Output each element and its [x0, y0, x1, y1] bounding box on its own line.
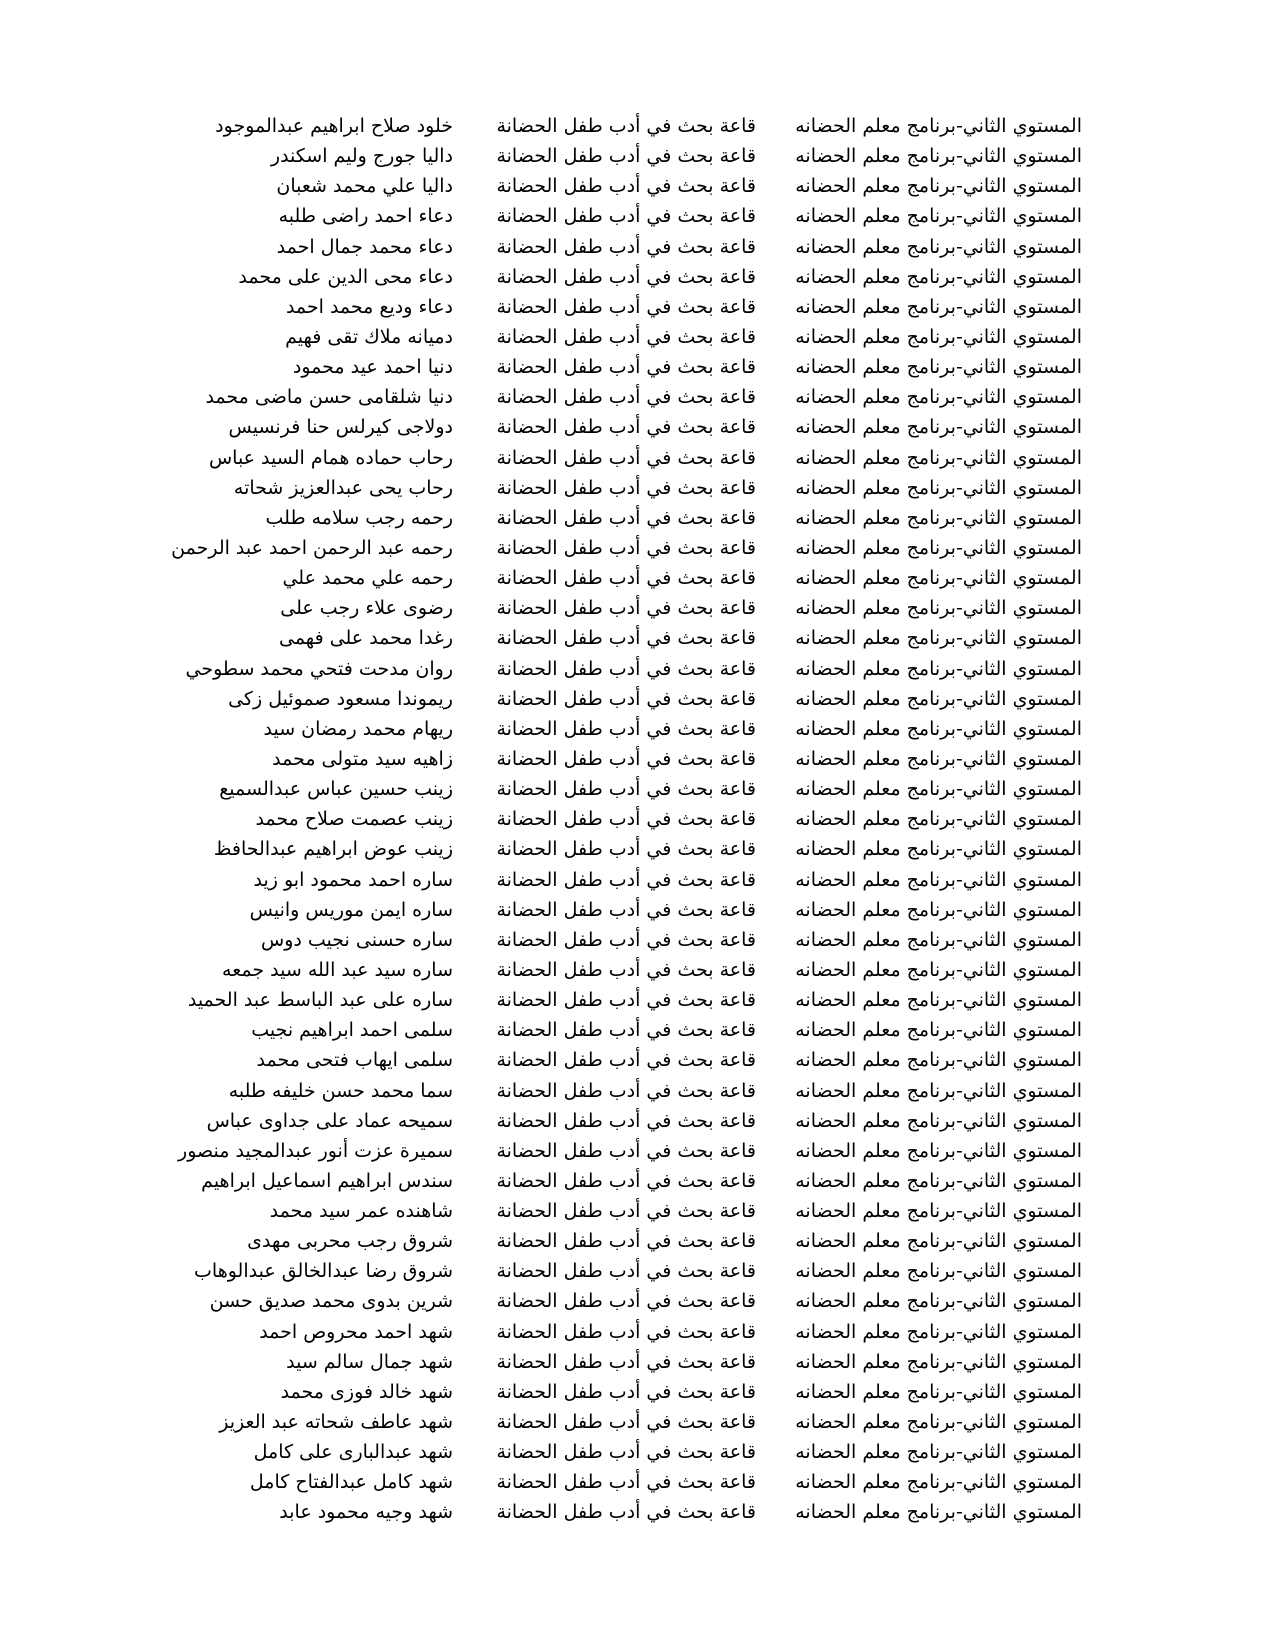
student-name-cell: شهد احمد محروص احمد — [259, 1320, 453, 1343]
list-row — [0, 201, 1275, 231]
program-level-cell: المستوي الثاني-برنامج معلم الحضانه — [795, 386, 1082, 409]
program-level-cell: المستوي الثاني-برنامج معلم الحضانه — [795, 747, 1082, 770]
student-name-cell: سلمى ايهاب فتحى محمد — [256, 1049, 453, 1072]
list-row — [0, 412, 1275, 442]
list-row — [0, 714, 1275, 744]
list-row — [0, 232, 1275, 262]
list-row — [0, 1407, 1275, 1437]
program-level-cell: المستوي الثاني-برنامج معلم الحضانه — [795, 1079, 1082, 1102]
course-name-cell: قاعة بحث في أدب طفل الحضانة — [496, 898, 756, 921]
program-level-cell: المستوي الثاني-برنامج معلم الحضانه — [795, 506, 1082, 529]
course-name-cell: قاعة بحث في أدب طفل الحضانة — [496, 1290, 756, 1313]
student-name-cell: شروق رجب محربى مهدى — [247, 1230, 453, 1253]
list-row — [0, 1497, 1275, 1527]
list-row — [0, 1347, 1275, 1377]
course-name-cell: قاعة بحث في أدب طفل الحضانة — [496, 1411, 756, 1434]
course-name-cell: قاعة بحث في أدب طفل الحضانة — [496, 295, 756, 318]
list-row — [0, 684, 1275, 714]
course-name-cell: قاعة بحث في أدب طفل الحضانة — [496, 1471, 756, 1494]
course-name-cell: قاعة بحث في أدب طفل الحضانة — [496, 838, 756, 861]
list-row — [0, 322, 1275, 352]
list-row — [0, 262, 1275, 292]
list-row — [0, 171, 1275, 201]
program-level-cell: المستوي الثاني-برنامج معلم الحضانه — [795, 958, 1082, 981]
student-name-cell: دنيا شلقامى حسن ماضى محمد — [205, 386, 453, 409]
student-name-cell: شاهنده عمر سيد محمد — [269, 1200, 453, 1223]
list-row — [0, 593, 1275, 623]
course-name-cell: قاعة بحث في أدب طفل الحضانة — [496, 1441, 756, 1464]
program-level-cell: المستوي الثاني-برنامج معلم الحضانه — [795, 235, 1082, 258]
list-row — [0, 1437, 1275, 1467]
list-row — [0, 1286, 1275, 1316]
program-level-cell: المستوي الثاني-برنامج معلم الحضانه — [795, 476, 1082, 499]
program-level-cell: المستوي الثاني-برنامج معلم الحضانه — [795, 778, 1082, 801]
program-level-cell: المستوي الثاني-برنامج معلم الحضانه — [795, 536, 1082, 559]
program-level-cell: المستوي الثاني-برنامج معلم الحضانه — [795, 416, 1082, 439]
program-level-cell: المستوي الثاني-برنامج معلم الحضانه — [795, 1139, 1082, 1162]
course-name-cell: قاعة بحث في أدب طفل الحضانة — [496, 446, 756, 469]
course-name-cell: قاعة بحث في أدب طفل الحضانة — [496, 1350, 756, 1373]
course-name-cell: قاعة بحث في أدب طفل الحضانة — [496, 717, 756, 740]
program-level-cell: المستوي الثاني-برنامج معلم الحضانه — [795, 1049, 1082, 1072]
course-name-cell: قاعة بحث في أدب طفل الحضانة — [496, 325, 756, 348]
course-name-cell: قاعة بحث في أدب طفل الحضانة — [496, 747, 756, 770]
course-name-cell: قاعة بحث في أدب طفل الحضانة — [496, 175, 756, 198]
program-level-cell: المستوي الثاني-برنامج معلم الحضانه — [795, 295, 1082, 318]
list-row — [0, 1136, 1275, 1166]
student-name-cell: رحاب يحى عبدالعزيز شحاته — [233, 476, 453, 499]
list-row — [0, 1045, 1275, 1075]
program-level-cell: المستوي الثاني-برنامج معلم الحضانه — [795, 1200, 1082, 1223]
student-name-cell: سميحه عماد على جداوى عباس — [206, 1109, 453, 1132]
list-row — [0, 1226, 1275, 1256]
student-name-cell: داليا جورج وليم اسكندر — [270, 145, 453, 168]
student-name-cell: ساره سيد عبد الله سيد جمعه — [222, 958, 453, 981]
program-level-cell: المستوي الثاني-برنامج معلم الحضانه — [795, 898, 1082, 921]
list-row — [0, 1467, 1275, 1497]
course-name-cell: قاعة بحث في أدب طفل الحضانة — [496, 265, 756, 288]
student-name-cell: شروق رضا عبدالخالق عبدالوهاب — [194, 1260, 453, 1283]
student-name-cell: رغدا محمد على فهمى — [278, 627, 453, 650]
student-name-cell: رحاب حماده همام السيد عباس — [208, 446, 453, 469]
list-row — [0, 804, 1275, 834]
list-row — [0, 141, 1275, 171]
course-name-cell: قاعة بحث في أدب طفل الحضانة — [496, 808, 756, 831]
program-level-cell: المستوي الثاني-برنامج معلم الحضانه — [795, 989, 1082, 1012]
course-name-cell: قاعة بحث في أدب طفل الحضانة — [496, 657, 756, 680]
course-name-cell: قاعة بحث في أدب طفل الحضانة — [496, 567, 756, 590]
list-row — [0, 352, 1275, 382]
course-name-cell: قاعة بحث في أدب طفل الحضانة — [496, 1320, 756, 1343]
program-level-cell: المستوي الثاني-برنامج معلم الحضانه — [795, 567, 1082, 590]
program-level-cell: المستوي الثاني-برنامج معلم الحضانه — [795, 717, 1082, 740]
list-row — [0, 382, 1275, 412]
student-name-cell: رحمه علي محمد علي — [282, 567, 453, 590]
student-name-cell: زينب حسين عباس عبدالسميع — [219, 778, 453, 801]
program-level-cell: المستوي الثاني-برنامج معلم الحضانه — [795, 1290, 1082, 1313]
course-name-cell: قاعة بحث في أدب طفل الحضانة — [496, 627, 756, 650]
course-name-cell: قاعة بحث في أدب طفل الحضانة — [496, 356, 756, 379]
program-level-cell: المستوي الثاني-برنامج معلم الحضانه — [795, 205, 1082, 228]
course-name-cell: قاعة بحث في أدب طفل الحضانة — [496, 778, 756, 801]
list-row — [0, 654, 1275, 684]
course-name-cell: قاعة بحث في أدب طفل الحضانة — [496, 1079, 756, 1102]
student-name-cell: ساره حسنى نجيب دوس — [261, 928, 453, 951]
program-level-cell: المستوي الثاني-برنامج معلم الحضانه — [795, 325, 1082, 348]
list-row — [0, 1256, 1275, 1286]
program-level-cell: المستوي الثاني-برنامج معلم الحضانه — [795, 687, 1082, 710]
program-level-cell: المستوي الثاني-برنامج معلم الحضانه — [795, 115, 1082, 137]
course-name-cell: قاعة بحث في أدب طفل الحضانة — [496, 1019, 756, 1042]
course-name-cell: قاعة بحث في أدب طفل الحضانة — [496, 235, 756, 258]
course-name-cell: قاعة بحث في أدب طفل الحضانة — [496, 687, 756, 710]
program-level-cell: المستوي الثاني-برنامج معلم الحضانه — [795, 1471, 1082, 1494]
student-name-cell: شهد خالد فوزى محمد — [280, 1380, 453, 1403]
course-name-cell: قاعة بحث في أدب طفل الحضانة — [496, 868, 756, 891]
program-level-cell: المستوي الثاني-برنامج معلم الحضانه — [795, 868, 1082, 891]
list-row — [0, 834, 1275, 864]
program-level-cell: المستوي الثاني-برنامج معلم الحضانه — [795, 356, 1082, 379]
list-row — [0, 865, 1275, 895]
course-name-cell: قاعة بحث في أدب طفل الحضانة — [496, 386, 756, 409]
student-name-cell: ريهام محمد رمضان سيد — [263, 717, 453, 740]
program-level-cell: المستوي الثاني-برنامج معلم الحضانه — [795, 928, 1082, 951]
course-name-cell: قاعة بحث في أدب طفل الحضانة — [496, 1139, 756, 1162]
student-name-cell: خلود صلاح ابراهيم عبدالموجود — [215, 115, 453, 137]
course-name-cell: قاعة بحث في أدب طفل الحضانة — [496, 1380, 756, 1403]
program-level-cell: المستوي الثاني-برنامج معلم الحضانه — [795, 1441, 1082, 1464]
program-level-cell: المستوي الثاني-برنامج معلم الحضانه — [795, 1109, 1082, 1132]
student-name-cell: دعاء احمد راضى طلبه — [278, 205, 453, 228]
list-row — [0, 503, 1275, 533]
student-name-cell: شرين بدوى محمد صديق حسن — [209, 1290, 453, 1313]
list-row — [0, 985, 1275, 1015]
student-name-cell: شهد عاطف شحاته عبد العزيز — [219, 1411, 453, 1434]
student-name-cell: دميانه ملاك تقى فهيم — [285, 325, 453, 348]
program-level-cell: المستوي الثاني-برنامج معلم الحضانه — [795, 1260, 1082, 1283]
course-name-cell: قاعة بحث في أدب طفل الحضانة — [496, 506, 756, 529]
list-row — [0, 623, 1275, 653]
student-name-cell: سميرة عزت أنور عبدالمجيد منصور — [178, 1139, 453, 1162]
student-name-cell: دعاء محى الدين على محمد — [238, 265, 453, 288]
student-name-cell: زينب عصمت صلاح محمد — [255, 808, 453, 831]
student-name-cell: رحمه رجب سلامه طلب — [265, 506, 453, 529]
list-row — [0, 1377, 1275, 1407]
list-row — [0, 1076, 1275, 1106]
program-level-cell: المستوي الثاني-برنامج معلم الحضانه — [795, 838, 1082, 861]
course-name-cell: قاعة بحث في أدب طفل الحضانة — [496, 115, 756, 137]
list-row — [0, 473, 1275, 503]
program-level-cell: المستوي الثاني-برنامج معلم الحضانه — [795, 265, 1082, 288]
student-name-cell: شهد وجيه محمود عابد — [279, 1501, 453, 1524]
student-name-cell: رحمه عبد الرحمن احمد عبد الرحمن — [171, 536, 453, 559]
list-row — [0, 1106, 1275, 1136]
program-level-cell: المستوي الثاني-برنامج معلم الحضانه — [795, 657, 1082, 680]
course-name-cell: قاعة بحث في أدب طفل الحضانة — [496, 1501, 756, 1524]
student-name-cell: سندس ابراهيم اسماعيل ابراهيم — [201, 1169, 453, 1192]
student-name-cell: سلمى احمد ابراهيم نجيب — [251, 1019, 453, 1042]
program-level-cell: المستوي الثاني-برنامج معلم الحضانه — [795, 1350, 1082, 1373]
student-name-cell: دولاجى كيرلس حنا فرنسيس — [228, 416, 453, 439]
course-name-cell: قاعة بحث في أدب طفل الحضانة — [496, 1109, 756, 1132]
list-row — [0, 925, 1275, 955]
student-name-cell: شهد جمال سالم سيد — [286, 1350, 453, 1373]
program-level-cell: المستوي الثاني-برنامج معلم الحضانه — [795, 446, 1082, 469]
student-name-cell: دعاء محمد جمال احمد — [276, 235, 453, 258]
list-row — [0, 895, 1275, 925]
program-level-cell: المستوي الثاني-برنامج معلم الحضانه — [795, 1501, 1082, 1524]
student-name-cell: دعاء وديع محمد احمد — [285, 295, 453, 318]
program-level-cell: المستوي الثاني-برنامج معلم الحضانه — [795, 1230, 1082, 1253]
program-level-cell: المستوي الثاني-برنامج معلم الحضانه — [795, 597, 1082, 620]
course-name-cell: قاعة بحث في أدب طفل الحضانة — [496, 989, 756, 1012]
program-level-cell: المستوي الثاني-برنامج معلم الحضانه — [795, 1411, 1082, 1434]
list-row — [0, 955, 1275, 985]
student-name-cell: رضوى علاء رجب على — [280, 597, 453, 620]
program-level-cell: المستوي الثاني-برنامج معلم الحضانه — [795, 808, 1082, 831]
student-name-cell: دنيا احمد عيد محمود — [292, 356, 453, 379]
course-name-cell: قاعة بحث في أدب طفل الحضانة — [496, 1200, 756, 1223]
course-name-cell: قاعة بحث في أدب طفل الحضانة — [496, 1049, 756, 1072]
student-name-cell: ساره ايمن موريس وانيس — [249, 898, 453, 921]
list-row — [0, 563, 1275, 593]
list-row — [0, 1196, 1275, 1226]
program-level-cell: المستوي الثاني-برنامج معلم الحضانه — [795, 1019, 1082, 1042]
student-name-cell: شهد عبدالبارى على كامل — [253, 1441, 453, 1464]
course-name-cell: قاعة بحث في أدب طفل الحضانة — [496, 416, 756, 439]
course-name-cell: قاعة بحث في أدب طفل الحضانة — [496, 145, 756, 168]
program-level-cell: المستوي الثاني-برنامج معلم الحضانه — [795, 1380, 1082, 1403]
student-name-cell: زاهيه سيد متولى محمد — [272, 747, 453, 770]
student-name-cell: داليا علي محمد شعبان — [276, 175, 453, 198]
student-name-cell: زينب عوض ابراهيم عبدالحافظ — [213, 838, 453, 861]
course-name-cell: قاعة بحث في أدب طفل الحضانة — [496, 958, 756, 981]
course-name-cell: قاعة بحث في أدب طفل الحضانة — [496, 205, 756, 228]
course-name-cell: قاعة بحث في أدب طفل الحضانة — [496, 1169, 756, 1192]
student-name-cell: روان مدحت فتحي محمد سطوحي — [185, 657, 453, 680]
list-row — [0, 774, 1275, 804]
course-name-cell: قاعة بحث في أدب طفل الحضانة — [496, 597, 756, 620]
course-name-cell: قاعة بحث في أدب طفل الحضانة — [496, 1230, 756, 1253]
list-row — [0, 533, 1275, 563]
program-level-cell: المستوي الثاني-برنامج معلم الحضانه — [795, 175, 1082, 198]
student-name-cell: سما محمد حسن خليفه طلبه — [228, 1079, 453, 1102]
course-name-cell: قاعة بحث في أدب طفل الحضانة — [496, 476, 756, 499]
program-level-cell: المستوي الثاني-برنامج معلم الحضانه — [795, 1169, 1082, 1192]
student-name-cell: ساره على عبد الباسط عبد الحميد — [187, 989, 453, 1012]
student-list — [0, 111, 1275, 1528]
student-name-cell: ريموندا مسعود صموئيل زكى — [228, 687, 453, 710]
program-level-cell: المستوي الثاني-برنامج معلم الحضانه — [795, 1320, 1082, 1343]
list-row — [0, 744, 1275, 774]
list-row — [0, 1317, 1275, 1347]
list-row — [0, 1166, 1275, 1196]
list-row — [0, 1015, 1275, 1045]
list-row — [0, 292, 1275, 322]
student-name-cell: ساره احمد محمود ابو زيد — [253, 868, 453, 891]
list-row — [0, 443, 1275, 473]
program-level-cell: المستوي الثاني-برنامج معلم الحضانه — [795, 145, 1082, 168]
course-name-cell: قاعة بحث في أدب طفل الحضانة — [496, 928, 756, 951]
student-name-cell: شهد كامل عبدالفتاح كامل — [249, 1471, 453, 1494]
course-name-cell: قاعة بحث في أدب طفل الحضانة — [496, 536, 756, 559]
program-level-cell: المستوي الثاني-برنامج معلم الحضانه — [795, 627, 1082, 650]
list-row — [0, 111, 1275, 141]
course-name-cell: قاعة بحث في أدب طفل الحضانة — [496, 1260, 756, 1283]
